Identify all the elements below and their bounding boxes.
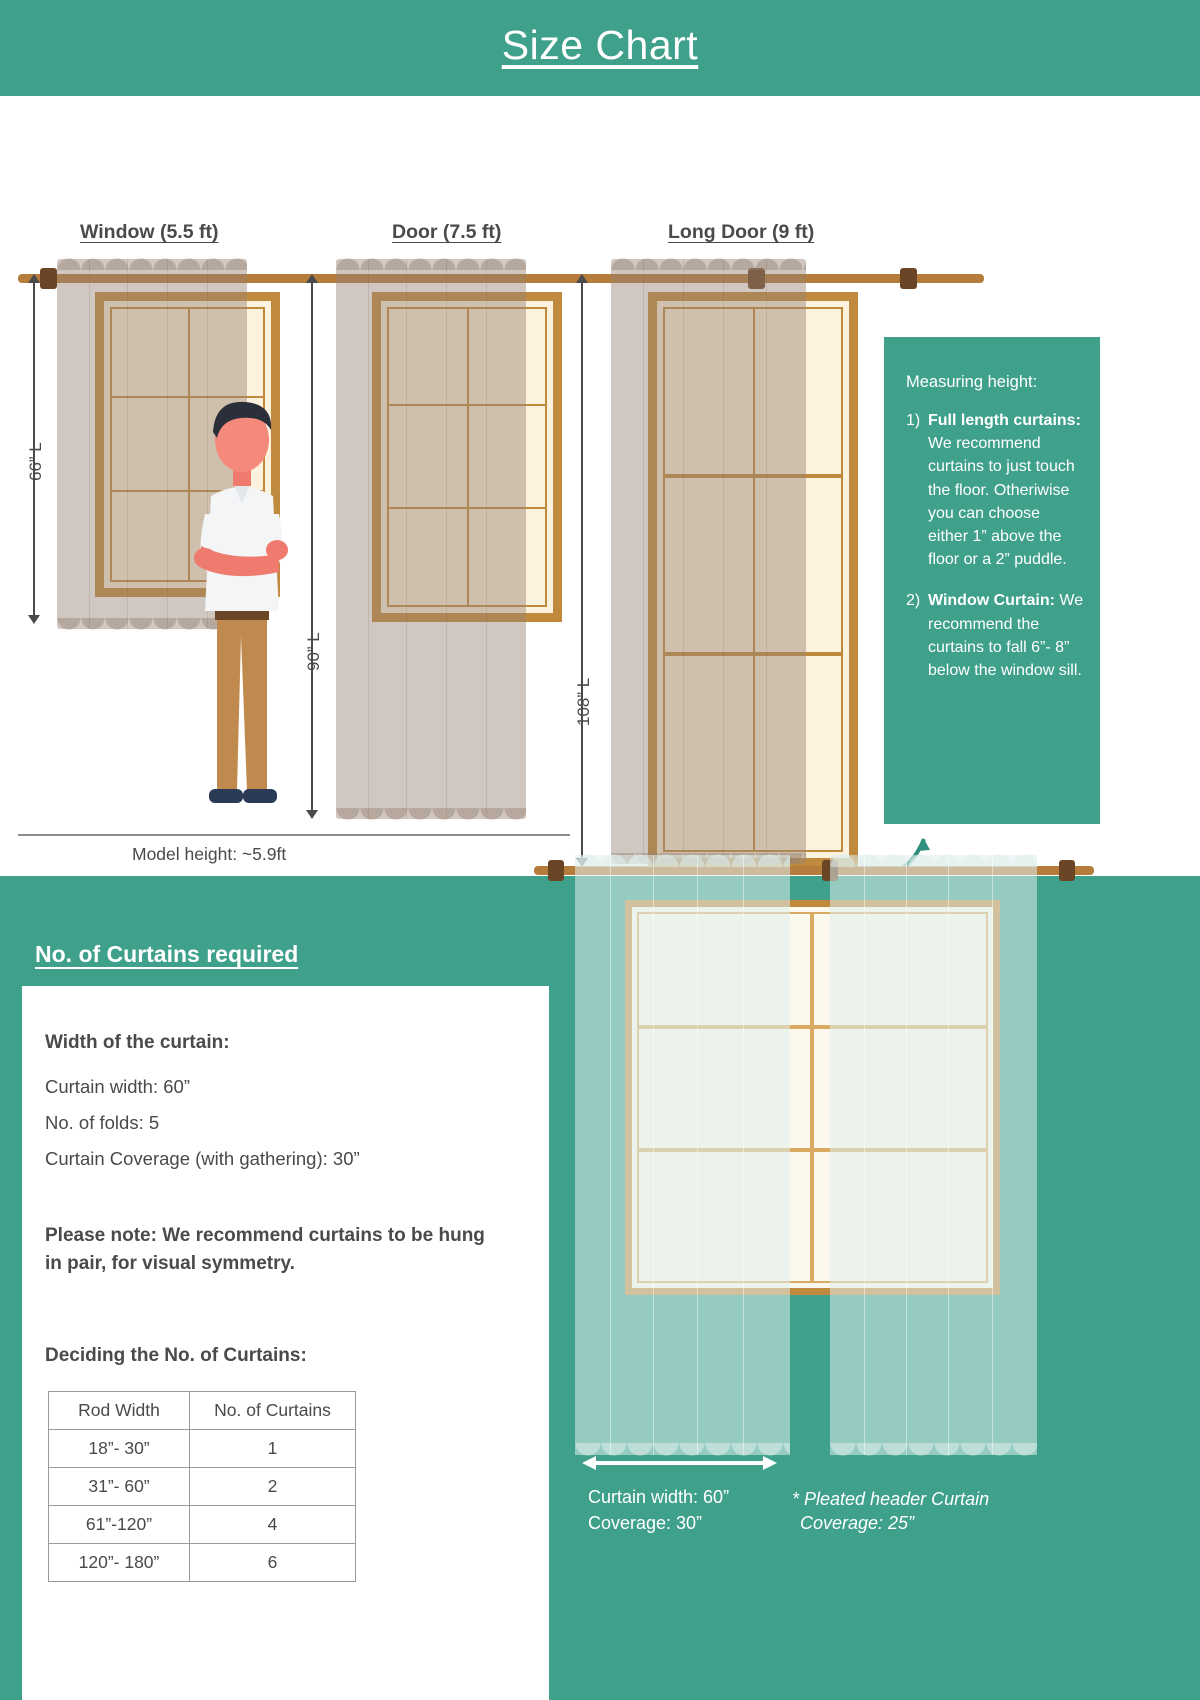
- dim-label-window: 66” L: [26, 442, 45, 481]
- table-row: [49, 1468, 356, 1506]
- bottom-pane-divider-vertical: [810, 912, 814, 1283]
- curtain-width-arrow: [582, 1455, 777, 1471]
- curtain-fold: [864, 855, 865, 1455]
- bottom-rod-cap-right: [1059, 860, 1075, 881]
- dim-arrow-bottom-door: [306, 810, 318, 819]
- info-box-item: [906, 589, 1084, 682]
- bottom-curtain-left-top-scallop: [575, 843, 790, 867]
- dim-line-long-door: [581, 282, 583, 865]
- width-heading: Width of the curtain:: [45, 1032, 230, 1053]
- curtain-fold: [643, 259, 644, 864]
- curtain-long-door: [611, 259, 806, 864]
- bottom-caption-width: Curtain width: 60”: [588, 1487, 730, 1507]
- measuring-height-section: [0, 96, 1200, 876]
- bottom-caption-coverage: Coverage: 30”: [588, 1513, 703, 1533]
- info-item-bold: Window Curtain:: [928, 592, 1055, 610]
- curtain-fold: [766, 259, 767, 864]
- page-header: [0, 0, 1200, 96]
- curtain-fold: [683, 259, 684, 864]
- dim-label-long-door: 108” L: [574, 677, 593, 726]
- curtain-fold: [368, 259, 369, 819]
- curtain-fold: [992, 855, 993, 1455]
- width-line-2: No. of folds: 5: [45, 1112, 160, 1133]
- section-title-no-of-curtains: No. of Curtains required: [35, 941, 299, 967]
- table-cell-rod-width: 18”- 30”: [49, 1430, 190, 1468]
- width-line-3: Curtain Coverage (with gathering): 30”: [45, 1148, 360, 1169]
- table-header-no-of-curtains: No. of Curtains: [190, 1392, 356, 1430]
- table-heading: Deciding the No. of Curtains:: [45, 1345, 307, 1366]
- info-item-text: [928, 589, 1084, 682]
- info-item-number: 2): [906, 592, 921, 610]
- bottom-curtain-right-hem-scallop: [830, 1443, 1037, 1467]
- bottom-curtain-right-top-scallop: [830, 843, 1037, 867]
- curtain-door-hem-scallop: [336, 808, 526, 830]
- curtain-rod-cap-right: [900, 268, 917, 289]
- curtain-fold: [486, 259, 487, 819]
- curtain-rod-cap-left: [40, 268, 57, 289]
- bottom-curtain-left: [575, 855, 790, 1455]
- bottom-caption-pleated-coverage: Coverage: 25”: [800, 1513, 915, 1533]
- column-label-long-door: Long Door (9 ft): [668, 221, 815, 243]
- rod-width-table: [48, 1391, 356, 1582]
- info-item-body: We recommend curtains to just touch the floor. Otheriwise you can choose either 1” above the floor or a 2” puddle.: [928, 435, 1075, 569]
- curtain-window-top-scallop: [57, 248, 247, 270]
- curtain-fold: [89, 259, 90, 629]
- info-box-list: [906, 409, 1084, 700]
- curtain-fold: [948, 855, 949, 1455]
- width-line-1: Curtain width: 60”: [45, 1076, 190, 1097]
- curtain-fold: [906, 855, 907, 1455]
- bottom-curtain-right: [830, 855, 1037, 1455]
- table-row: [49, 1430, 356, 1468]
- table-cell-curtains: 2: [190, 1468, 356, 1506]
- curtain-door-top-scallop: [336, 248, 526, 270]
- info-item-number: 1): [906, 412, 921, 429]
- curtain-fold: [697, 855, 698, 1455]
- curtain-door: [336, 259, 526, 819]
- model-illustration: [175, 386, 305, 836]
- curtain-fold: [610, 855, 611, 1455]
- table-header-row: [49, 1392, 356, 1430]
- curtain-fold: [406, 259, 407, 819]
- curtain-fold: [723, 259, 724, 864]
- dim-arrow-bottom-window: [28, 615, 40, 624]
- curtain-long-door-top-scallop: [611, 248, 806, 270]
- bottom-caption-pleated: * Pleated header Curtain: [792, 1489, 990, 1509]
- model-height-caption: Model height: ~5.9ft: [132, 844, 287, 864]
- table-cell-curtains: 4: [190, 1506, 356, 1544]
- table-header-rod-width: Rod Width: [49, 1392, 190, 1430]
- bottom-rod-cap-left: [548, 860, 564, 881]
- curtain-fold: [446, 259, 447, 819]
- table-cell-rod-width: 120”- 180”: [49, 1544, 190, 1582]
- pair-note: Please note: We recommend curtains to be hung in pair, for visual symmetry.: [45, 1225, 485, 1274]
- column-label-window: Window (5.5 ft): [80, 221, 219, 243]
- curtain-fold: [743, 855, 744, 1455]
- info-item-text: [928, 409, 1084, 571]
- info-box-item: [906, 409, 1084, 571]
- table-row: [49, 1544, 356, 1582]
- dim-line-door: [311, 282, 313, 817]
- table-cell-rod-width: 61”-120”: [49, 1506, 190, 1544]
- table-cell-curtains: 6: [190, 1544, 356, 1582]
- column-label-door: Door (7.5 ft): [392, 221, 502, 243]
- curtain-fold: [653, 855, 654, 1455]
- page-title: Size Chart: [501, 22, 699, 68]
- table-row: [49, 1506, 356, 1544]
- info-box-title: Measuring height:: [906, 373, 1038, 391]
- dim-label-door: 90” L: [304, 632, 323, 671]
- curtain-fold: [167, 259, 168, 629]
- measuring-height-info-box: [884, 337, 1100, 824]
- info-item-bold: Full length curtains:: [928, 412, 1081, 429]
- table-cell-curtains: 1: [190, 1430, 356, 1468]
- curtain-fold: [127, 259, 128, 629]
- info-item-body: We recommend the curtains to fall 6”- 8” below the window sill.: [928, 592, 1084, 679]
- table-cell-rod-width: 31”- 60”: [49, 1468, 190, 1506]
